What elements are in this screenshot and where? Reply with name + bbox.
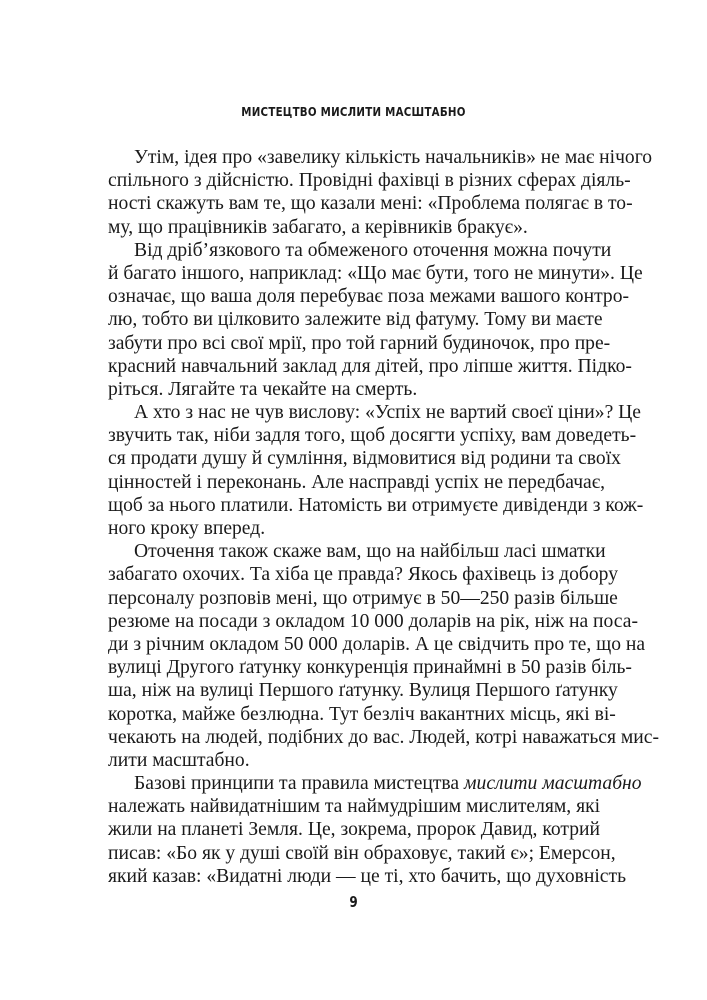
text-line: персоналу розповів мені, що отримує в 50—250 разів більше — [108, 587, 618, 609]
text-line: й багато іншого, наприклад: «Що має бути, того не минути». Це — [108, 262, 643, 284]
text-line: красний навчальний заклад для дітей, про ліпше життя. Підко- — [108, 355, 632, 377]
text-line: ша, ніж на вулиці Першого ґатунку. Вулиця Першого ґатунку — [108, 680, 618, 702]
text-line: Утім, ідея про «завелику кількість начальників» не має нічого — [134, 147, 653, 168]
text-line: ди з річним окладом 50 000 доларів. А це свідчить про те, що на — [108, 633, 646, 655]
text-line: ності скажуть вам те, що казали мені: «Проблема полягає в то- — [108, 193, 633, 215]
text-line: А хто з нас не чув вислову: «Успіх не вартий своєї ціни»? Це — [134, 402, 642, 424]
text-line: вулиці Другого ґатунку конкуренція принаймні в 50 разів біль- — [108, 657, 632, 679]
page-number: 9 — [349, 893, 358, 911]
text-line: Оточення також скаже вам, що на найбільш ласі шматки — [134, 541, 606, 563]
text-line: означає, що ваша доля перебуває поза межами вашого контро- — [108, 286, 630, 308]
text-line: Від дріб’язкового та обмеженого оточення можна почути — [134, 239, 612, 261]
text-line: му, що працівників забагато, а керівників бракує». — [108, 216, 528, 238]
text-line: цінностей і переконань. Але насправді успіх не передбачає, — [108, 471, 606, 493]
text-line: належать найвидатнішим та наймудрішим мислителям, які — [108, 796, 601, 818]
text-line: лю, тобто ви цілковито залежите від фатуму. Тому ви маєте — [108, 309, 603, 331]
text-line: щоб за нього платили. Натомість ви отримуєте дивіденди з кож- — [108, 494, 644, 516]
text-line: коротка, майже безлюдна. Тут безліч вакантних місць, які ві- — [108, 703, 616, 725]
text-line: забути про всі свої мрії, про той гарний будиночок, про пре- — [108, 332, 611, 354]
text-line: жили на планеті Земля. Це, зокрема, пророк Давид, котрий — [108, 819, 600, 841]
text-line: ного кроку вперед. — [108, 518, 266, 539]
text-line: який казав: «Видатні люди — це ті, хто бачить, що духовність — [108, 865, 626, 887]
text-line: резюме на посади з окладом 10 000 доларів на рік, ніж на поса- — [108, 610, 638, 632]
text-line: Базові принципи та правила мистецтва мислити масштабно — [134, 773, 642, 795]
text-line: ся продати душу й сумління, відмовитися від родини та своїх — [108, 448, 621, 470]
text-line: писав: «Бо як у душі своїй він обраховує, такий є»; Емерсон, — [108, 842, 616, 864]
text-line: спільного з дійсністю. Провідні фахівці в різних сферах діяль- — [108, 170, 631, 192]
text-line: лити масштабно. — [108, 749, 250, 771]
text-line: чекають на людей, подібних до вас. Людей, котрі наважаться мис- — [108, 726, 660, 748]
body-text — [108, 146, 660, 888]
text-line: забагато охочих. Та хіба це правда? Якось фахівець із добору — [108, 564, 619, 586]
text-line: ріться. Лягайте та чекайте на смерть. — [108, 378, 418, 400]
text-line: звучить так, ніби задля того, щоб досягти успіху, вам доведеть- — [108, 425, 637, 447]
running-head: МИСТЕЦТВО МИСЛИТИ МАСШТАБНО — [241, 104, 466, 119]
